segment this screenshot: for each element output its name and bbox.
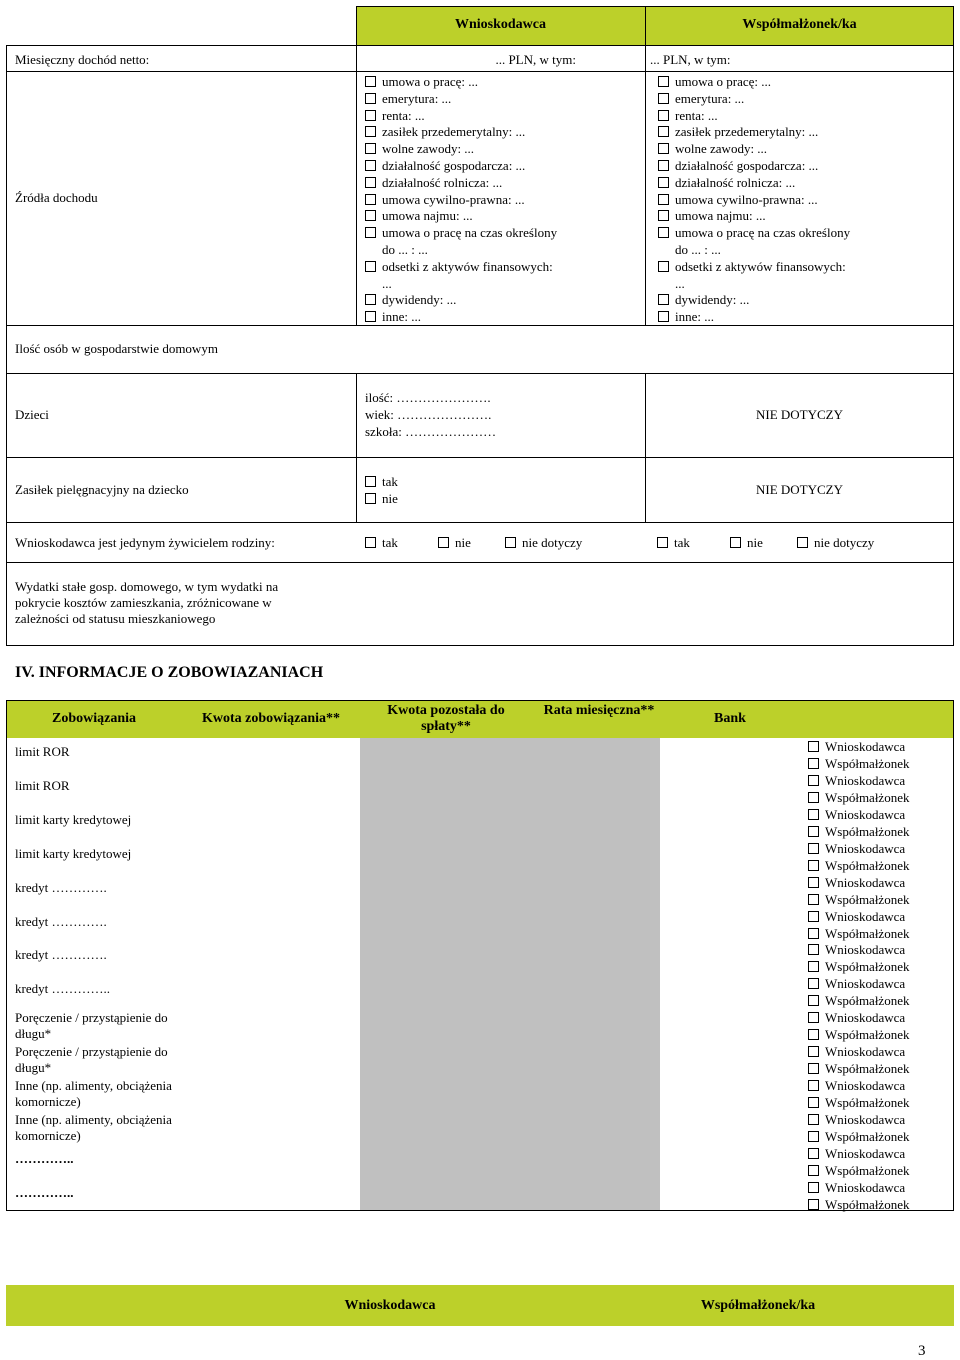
spouse-income-list [658, 74, 850, 326]
children-age-field[interactable]: wiek: …………………. [365, 407, 492, 422]
income-item[interactable]: wolne zawody: ... [365, 141, 557, 158]
checkbox[interactable] [808, 961, 819, 972]
checkbox[interactable] [808, 741, 819, 752]
fixed-expenses-label: Wydatki stałe gosp. domowego, w tym wydatki na pokrycie kosztów zamieszkania, zróżnicowane w zależności od statusu mieszkaniowego [15, 579, 279, 626]
bank-option[interactable]: Współmałżonek [808, 1197, 909, 1214]
sole-earner-spouse-na[interactable]: nie dotyczy [797, 535, 874, 551]
checkbox[interactable] [365, 476, 376, 487]
income-item[interactable]: inne: ... [365, 309, 557, 326]
income-item[interactable]: dywidendy: ... [365, 292, 557, 309]
bank-option[interactable]: Wnioskodawca [808, 1112, 909, 1129]
income-item[interactable]: umowa o pracę: ... [365, 74, 557, 91]
checkbox[interactable] [808, 792, 819, 803]
checkbox[interactable] [808, 758, 819, 769]
sole-earner-applicant-no[interactable]: nie [438, 535, 471, 551]
income-item[interactable]: emerytura: ... [365, 91, 557, 108]
children-count-field[interactable]: ilość: …………………. [365, 390, 491, 405]
liability-row-label: kredyt …………. [15, 914, 107, 929]
care-allowance-label: Zasiłek pielęgnacyjny na dziecko [15, 482, 189, 497]
checkbox[interactable] [658, 227, 669, 238]
income-item-continuation: ... [675, 275, 685, 291]
checkbox[interactable] [808, 944, 819, 955]
checkbox[interactable] [657, 537, 668, 548]
checkbox[interactable] [658, 76, 669, 87]
bank-options [808, 1180, 909, 1213]
checkbox[interactable] [658, 110, 669, 121]
bank-option[interactable]: Wnioskodawca [808, 739, 909, 756]
checkbox[interactable] [808, 1131, 819, 1142]
bank-options [808, 773, 909, 806]
sole-earner-spouse-yes[interactable]: tak [657, 535, 690, 551]
checkbox[interactable] [808, 826, 819, 837]
liability-row-label: ………….. [15, 1185, 74, 1200]
bank-option[interactable]: Współmałżonek [808, 926, 909, 943]
checkbox[interactable] [808, 775, 819, 786]
household-size-label: Ilość osób w gospodarstwie domowym [15, 341, 218, 356]
bank-options [808, 909, 909, 942]
spouse-net-income-field[interactable]: ... PLN, w tym: [650, 52, 731, 67]
bank-options [808, 976, 909, 1009]
liability-row-label: Poręczenie / przystąpienie do długu* [15, 1044, 168, 1075]
checkbox[interactable] [808, 1182, 819, 1193]
bank-options [808, 1112, 909, 1145]
checkbox[interactable] [365, 493, 376, 504]
income-item[interactable]: umowa najmu: ... [658, 208, 850, 225]
bank-options [808, 875, 909, 908]
bank-options [808, 1010, 909, 1043]
checkbox[interactable] [658, 126, 669, 137]
bank-option[interactable]: Współmałżonek [808, 1129, 909, 1146]
checkbox[interactable] [808, 860, 819, 871]
income-item[interactable]: umowa o pracę: ... [658, 74, 850, 91]
bank-option[interactable]: Współmałżonek [808, 993, 909, 1010]
checkbox[interactable] [365, 194, 376, 205]
checkbox[interactable] [808, 894, 819, 905]
bank-option[interactable]: Współmałżonek [808, 892, 909, 909]
liability-row-label: kredyt ………….. [15, 981, 110, 996]
checkbox[interactable] [658, 177, 669, 188]
checkbox[interactable] [365, 143, 376, 154]
checkbox[interactable] [658, 143, 669, 154]
bank-options [808, 841, 909, 874]
bank-options [808, 807, 909, 840]
income-item[interactable]: umowa cywilno-prawna: ... [658, 192, 850, 209]
income-item[interactable]: umowa o pracę na czas określony [658, 225, 850, 242]
income-item[interactable]: odsetki z aktywów finansowych: [658, 259, 850, 276]
bank-options [808, 739, 909, 772]
bank-option[interactable]: Współmałżonek [808, 790, 909, 807]
checkbox[interactable] [808, 911, 819, 922]
checkbox[interactable] [658, 194, 669, 205]
bank-option[interactable]: Wnioskodawca [808, 1146, 909, 1163]
sole-earner-label: Wnioskodawca jest jedynym żywicielem rodziny: [15, 535, 275, 550]
bank-option[interactable]: Wnioskodawca [808, 909, 909, 926]
checkbox[interactable] [365, 537, 376, 548]
checkbox[interactable] [658, 294, 669, 305]
income-item[interactable]: wolne zawody: ... [658, 141, 850, 158]
checkbox[interactable] [808, 809, 819, 820]
checkbox[interactable] [365, 311, 376, 322]
installment-column-cells [536, 738, 660, 1211]
checkbox[interactable] [808, 843, 819, 854]
bank-option[interactable]: Wnioskodawca [808, 807, 909, 824]
checkbox[interactable] [808, 1012, 819, 1023]
bank-option[interactable]: Współmałżonek [808, 959, 909, 976]
section-iv-title: IV. INFORMACJE O ZOBOWIAZANIACH [15, 664, 324, 681]
checkbox[interactable] [808, 1080, 819, 1091]
income-item[interactable]: inne: ... [658, 309, 850, 326]
income-item[interactable]: umowa najmu: ... [365, 208, 557, 225]
income-item[interactable]: umowa cywilno-prawna: ... [365, 192, 557, 209]
bank-option[interactable]: Współmałżonek [808, 1095, 909, 1112]
income-item[interactable]: emerytura: ... [658, 91, 850, 108]
checkbox[interactable] [808, 995, 819, 1006]
checkbox[interactable] [808, 1097, 819, 1108]
bank-options [808, 1146, 909, 1179]
income-item-continuation: do ... : ... [675, 241, 721, 257]
liability-row-label: Inne (np. alimenty, obciążenia komornicze) [15, 1112, 172, 1143]
signature-applicant-label: Wnioskodawca [344, 1298, 436, 1313]
checkbox[interactable] [658, 261, 669, 272]
income-item[interactable]: zasiłek przedemerytalny: ... [658, 124, 850, 141]
checkbox[interactable] [365, 210, 376, 221]
bank-option[interactable]: Wnioskodawca [808, 875, 909, 892]
checkbox[interactable] [797, 537, 808, 548]
col-bank-header: Bank [714, 711, 746, 726]
bank-option[interactable]: Wnioskodawca [808, 1010, 909, 1027]
income-item[interactable]: renta: ... [365, 108, 557, 125]
header-spouse: Współmałżonek/ka [742, 17, 857, 32]
bank-option[interactable]: Współmałżonek [808, 858, 909, 875]
bank-option[interactable]: Wnioskodawca [808, 1078, 909, 1095]
signature-spouse-label: Współmałżonek/ka [700, 1298, 816, 1313]
income-item[interactable]: działalność rolnicza: ... [658, 175, 850, 192]
sole-earner-applicant-na[interactable]: nie dotyczy [505, 535, 582, 551]
bank-option[interactable]: Współmałżonek [808, 824, 909, 841]
children-spouse-not-applicable: NIE DOTYCZY [755, 407, 843, 422]
sole-earner-spouse-no[interactable]: nie [730, 535, 763, 551]
income-sources-label: Źródła dochodu [15, 190, 98, 205]
checkbox[interactable] [808, 928, 819, 939]
checkbox[interactable] [808, 1029, 819, 1040]
bank-option[interactable]: Wnioskodawca [808, 841, 909, 858]
checkbox[interactable] [365, 93, 376, 104]
bank-option[interactable]: Wnioskodawca [808, 773, 909, 790]
bank-options [808, 1044, 909, 1077]
income-item-continuation: do ... : ... [382, 241, 428, 257]
income-item[interactable]: działalność gospodarcza: ... [365, 158, 557, 175]
checkbox[interactable] [808, 1114, 819, 1125]
liability-row-label: kredyt …………. [15, 947, 107, 962]
checkbox[interactable] [365, 126, 376, 137]
liability-row-label: kredyt …………. [15, 880, 107, 895]
checkbox[interactable] [658, 93, 669, 104]
liability-row-label: Poręczenie / przystąpienie do długu* [15, 1010, 168, 1041]
income-item[interactable]: renta: ... [658, 108, 850, 125]
liability-row-label: limit ROR [15, 778, 70, 793]
bank-option[interactable]: Wnioskodawca [808, 1180, 909, 1197]
checkbox[interactable] [365, 110, 376, 121]
care-allowance-yes-option[interactable]: tak [365, 474, 398, 490]
checkbox[interactable] [808, 978, 819, 989]
bank-option[interactable]: Współmałżonek [808, 756, 909, 773]
checkbox[interactable] [658, 311, 669, 322]
checkbox[interactable] [808, 1063, 819, 1074]
care-allowance-no-option[interactable]: nie [365, 491, 398, 507]
bank-option[interactable]: Współmałżonek [808, 1027, 909, 1044]
checkbox[interactable] [730, 537, 741, 548]
checkbox[interactable] [365, 76, 376, 87]
applicant-net-income-field[interactable]: ... PLN, w tym: [495, 52, 576, 67]
bank-option[interactable]: Wnioskodawca [808, 976, 909, 993]
bank-option[interactable]: Współmałżonek [808, 1163, 909, 1180]
net-income-label: Miesięczny dochód netto: [15, 52, 150, 67]
col-remaining-header: Kwota pozostała do spłaty** [387, 703, 505, 734]
liability-row-label: Inne (np. alimenty, obciążenia komornicze) [15, 1078, 172, 1109]
bank-option[interactable]: Współmałżonek [808, 1061, 909, 1078]
liability-row-label: limit karty kredytowej [15, 812, 132, 827]
checkbox[interactable] [365, 261, 376, 272]
checkbox[interactable] [365, 227, 376, 238]
header-applicant: Wnioskodawca [454, 17, 547, 32]
income-item[interactable]: umowa o pracę na czas określony [365, 225, 557, 242]
bank-option[interactable]: Wnioskodawca [808, 1044, 909, 1061]
liability-row-label: ………….. [15, 1151, 74, 1166]
remaining-column-cells [360, 738, 536, 1211]
sole-earner-applicant-yes[interactable]: tak [365, 535, 398, 551]
checkbox[interactable] [438, 537, 449, 548]
applicant-income-list [365, 74, 557, 326]
income-item[interactable]: odsetki z aktywów finansowych: [365, 259, 557, 276]
bank-option[interactable]: Wnioskodawca [808, 942, 909, 959]
checkbox[interactable] [365, 177, 376, 188]
checkbox[interactable] [658, 160, 669, 171]
income-item[interactable]: dywidendy: ... [658, 292, 850, 309]
bank-options [808, 1078, 909, 1111]
checkbox[interactable] [658, 210, 669, 221]
col-amount-header: Kwota zobowiązania** [201, 711, 341, 726]
checkbox[interactable] [365, 160, 376, 171]
income-item[interactable]: działalność rolnicza: ... [365, 175, 557, 192]
liability-row-label: limit ROR [15, 744, 70, 759]
bank-options [808, 942, 909, 975]
children-label: Dzieci [15, 407, 49, 422]
checkbox[interactable] [808, 1165, 819, 1176]
checkbox[interactable] [808, 1046, 819, 1057]
income-item[interactable]: działalność gospodarcza: ... [658, 158, 850, 175]
checkbox[interactable] [808, 877, 819, 888]
col-installment-header: Rata miesięczna** [543, 703, 655, 718]
checkbox[interactable] [808, 1148, 819, 1159]
checkbox[interactable] [365, 294, 376, 305]
col-obligation-header: Zobowiązania [51, 711, 136, 726]
liability-row-label: limit karty kredytowej [15, 846, 132, 861]
income-item-continuation: ... [382, 275, 392, 291]
children-school-field[interactable]: szkoła: ………………… [365, 424, 497, 439]
page-number: 3 [918, 1343, 926, 1359]
checkbox[interactable] [808, 1199, 819, 1210]
care-allowance-spouse-not-applicable: NIE DOTYCZY [755, 482, 843, 497]
income-item[interactable]: zasiłek przedemerytalny: ... [365, 124, 557, 141]
checkbox[interactable] [505, 537, 516, 548]
